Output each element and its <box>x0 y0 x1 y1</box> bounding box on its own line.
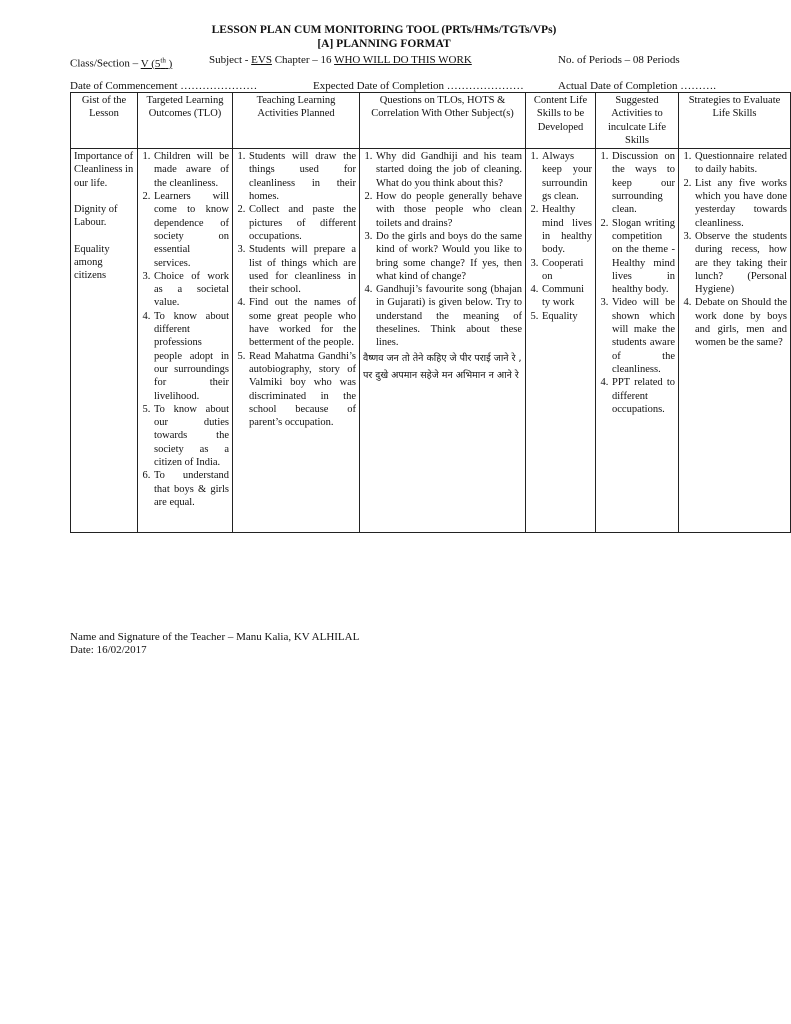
life-skills-cell <box>526 149 596 533</box>
subject-value: EVS <box>251 54 272 66</box>
strategies-cell <box>679 149 791 533</box>
document-title: LESSON PLAN CUM MONITORING TOOL (PRTs/HMs/TGTs/VPs) <box>211 24 557 36</box>
list-item: 2. List any five works which you have done yesterday towards cleanliness. <box>694 177 787 230</box>
gist-cell <box>71 149 138 533</box>
list-item: 2. Healthy mind lives in healthy body. <box>541 203 592 256</box>
list-item: 2. Collect and paste the pictures of different occupations. <box>248 203 356 243</box>
list-item: 6. To understand that boys & girls are equal. <box>153 469 229 509</box>
header-suggested-activities: Suggested Activities to inculcate Life Skills <box>596 93 679 149</box>
header-life-skills: Content Life Skills to be Developed <box>526 93 596 149</box>
list-item: 2. Slogan writing competition on the theme - Healthy mind lives in healthy body. <box>611 217 675 297</box>
list-item: 1. Students will draw the things used for cleanliness in their homes. <box>248 150 356 203</box>
list-item: 4. PPT related to different occupations. <box>611 376 675 416</box>
table-header-row <box>71 93 791 149</box>
class-value: V (5th ) <box>140 56 173 70</box>
suggested-activities-cell <box>596 149 679 533</box>
list-item: 1. Why did Gandhiji and his team started doing the job of cleaning. What do you think about this? <box>375 150 522 190</box>
hindi-bhajan-line-2: पर दुखे अपमान सहेजे मन अभिमान न आने रे <box>363 369 519 381</box>
gist-item: Dignity of Labour. <box>74 204 118 229</box>
hindi-bhajan-line-1: वैष्णव जन तो तेने कहिए जे पीर पराई जाने रे , <box>363 352 522 364</box>
list-item: 3. Do the girls and boys do the same kind of work? Would you like to bring some change? If yes, then what kind of change? <box>375 230 522 283</box>
header-activities: Teaching Learning Activities Planned <box>233 93 360 149</box>
list-item: 4. Gandhuji’s favourite song (bhajan in Gujarati) is given below. Try to understand the meaning of theselines. Think about these lines. <box>375 283 522 349</box>
list-item: 3. Choice of work as a societal value. <box>153 270 229 310</box>
questions-cell <box>360 149 526 533</box>
subject-chapter: Subject - EVS Chapter – 16 WHO WILL DO THIS WORK <box>209 54 472 66</box>
gist-item: Equality among citizens <box>74 243 110 282</box>
list-item: 2. Learners will come to know dependence of society on essential services. <box>153 190 229 270</box>
list-item: 3. Cooperati on <box>541 257 592 284</box>
number-of-periods: No. of Periods – 08 Periods <box>558 54 680 66</box>
tlo-cell <box>138 149 233 533</box>
list-item: 1. Discussion on the ways to keep our surrounding clean. <box>611 150 675 216</box>
planning-table <box>70 92 791 533</box>
list-item: 3. Students will prepare a list of things which are used for cleanliness in their school. <box>248 243 356 296</box>
list-item: 4. To know about different professions people adopt in our surroundings for their livelihood. <box>153 310 229 403</box>
list-item: 4. Debate on Should the work done by boys and girls, men and women be the same? <box>694 296 787 349</box>
list-item: 4. Communi ty work <box>541 283 592 310</box>
list-item: 1. Questionnaire related to daily habits. <box>694 150 787 177</box>
list-item: 3. Observe the students during recess, how are they taking their lunch? (Personal Hygiene) <box>694 230 787 296</box>
header-tlo: Targeted Learning Outcomes (TLO) <box>138 93 233 149</box>
table-row <box>71 149 791 533</box>
header-gist: Gist of the Lesson <box>71 93 138 149</box>
teacher-name-signature: Name and Signature of the Teacher – Manu Kalia, KV ALHILAL <box>70 631 360 643</box>
header-questions: Questions on TLOs, HOTS & Correlation With Other Subject(s) <box>360 93 526 149</box>
list-item: 2. How do people generally behave with those people who clean toilets and drains? <box>375 190 522 230</box>
actual-date-of-completion: Actual Date of Completion ………. <box>558 80 716 92</box>
list-item: 5. Read Mahatma Gandhi’s autobiography, story of Valmiki boy who was discriminated in the school because of parent’s occupation. <box>248 350 356 430</box>
list-item: 5. Equality <box>541 310 592 323</box>
activities-cell <box>233 149 360 533</box>
list-item: 5. To know about our duties towards the society as a citizen of India. <box>153 403 229 469</box>
date-of-commencement: Date of Commencement ………………… <box>70 80 258 92</box>
list-item: 1. Always keep your surroundin gs clean. <box>541 150 592 203</box>
list-item: 1. Children will be made aware of the cleanliness. <box>153 150 229 190</box>
header-strategies: Strategies to Evaluate Life Skills <box>679 93 791 149</box>
list-item: 3. Video will be shown which will make the students aware of the cleanliness. <box>611 296 675 376</box>
document-subtitle: [A] PLANNING FORMAT <box>317 38 451 50</box>
class-section: Class/Section – V (5th ) <box>70 56 173 70</box>
expected-date-of-completion: Expected Date of Completion ………………… <box>313 80 524 92</box>
gist-item: Importance of Cleanliness in our life. <box>74 151 134 189</box>
list-item: 4. Find out the names of some great people who have worked for the betterment of the people. <box>248 296 356 349</box>
chapter-title: WHO WILL DO THIS WORK <box>334 54 472 66</box>
document-date: Date: 16/02/2017 <box>70 644 147 656</box>
